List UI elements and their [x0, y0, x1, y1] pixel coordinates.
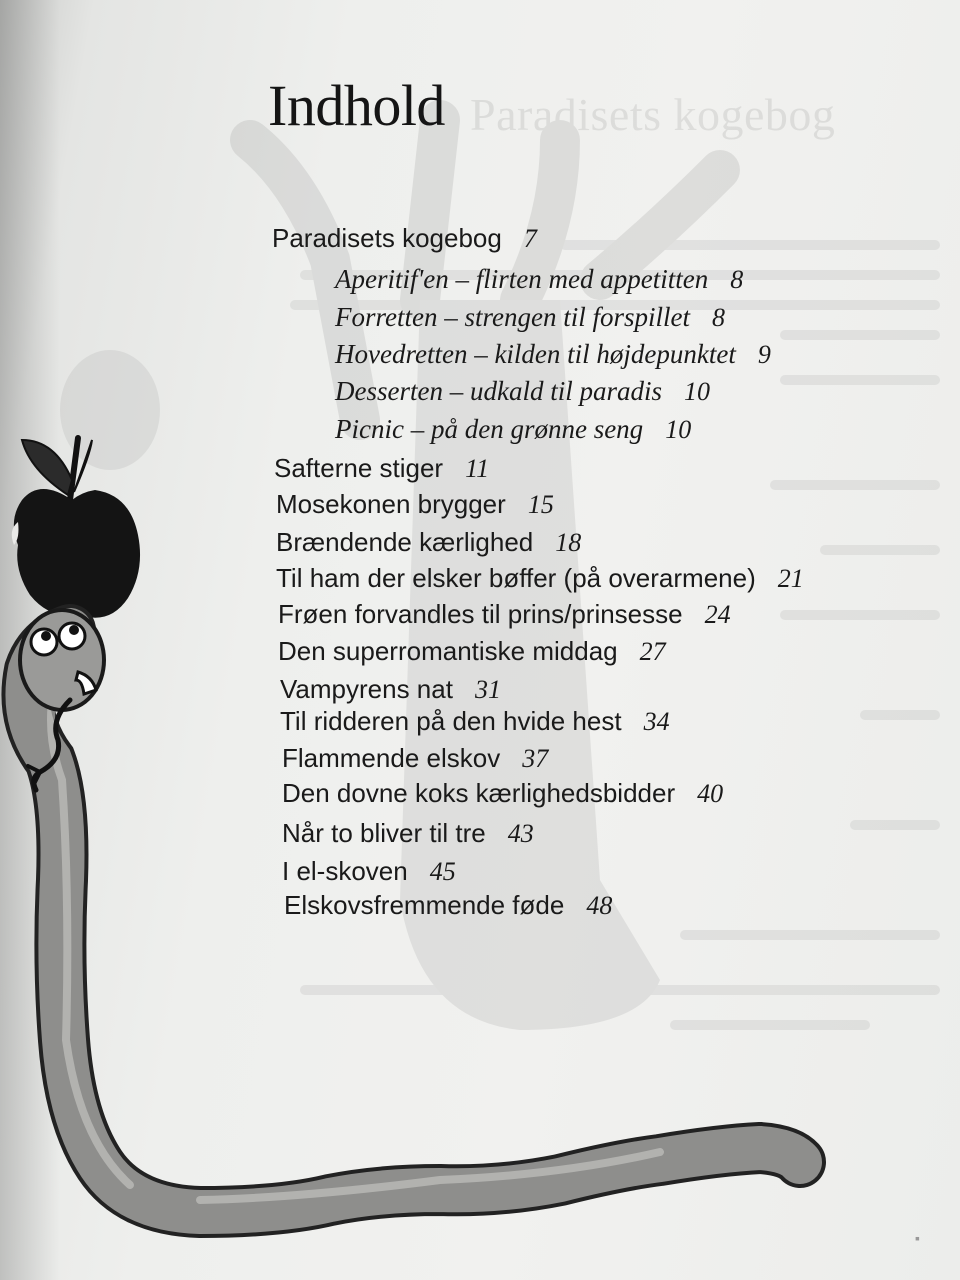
- toc-entry-label: Når to bliver til tre: [282, 818, 486, 848]
- toc-entry-label: Den superromantiske middag: [278, 636, 618, 666]
- toc-entry-page: 9: [757, 340, 771, 369]
- apple-icon: [12, 438, 140, 618]
- toc-entry-label: Forretten – strengen til forspillet: [335, 302, 690, 332]
- toc-entry-label: Aperitif'en – flirten med appetitten: [335, 264, 709, 294]
- toc-entry-page: 43: [507, 819, 534, 848]
- toc-entry-page: 45: [429, 857, 456, 886]
- toc-entry-page: 27: [639, 637, 666, 666]
- toc-entry-label: Brændende kærlighed: [276, 527, 534, 557]
- toc-entry-page: 8: [730, 265, 744, 294]
- toc-entry-label: Vampyrens nat: [280, 674, 453, 704]
- toc-entry-page: 34: [643, 707, 670, 736]
- toc-entry-page: 24: [704, 600, 731, 629]
- toc-entry-page: 40: [697, 779, 724, 808]
- toc-entry-label: Paradisets kogebog: [272, 223, 502, 253]
- toc-entry-label: I el-skoven: [282, 856, 408, 886]
- toc-entry-page: 37: [522, 744, 549, 773]
- bleed-through-title: Paradisets kogebog: [470, 89, 836, 140]
- toc-entry-page: 31: [474, 675, 501, 704]
- toc-entry-page: 15: [527, 490, 554, 519]
- toc-entry-page: 21: [777, 564, 804, 593]
- toc-entry-page: 8: [711, 303, 725, 332]
- toc-entry-label: Frøen forvandles til prins/prinsesse: [278, 599, 683, 629]
- toc-entry-label: Hovedretten – kilden til højdepunktet: [335, 339, 736, 369]
- toc-entry-label: Den dovne koks kærlighedsbidder: [282, 778, 676, 808]
- toc-entry-label: Flammende elskov: [282, 743, 501, 773]
- toc-entry-label: Mosekonen brygger: [276, 489, 506, 519]
- toc-entry-label: Safterne stiger: [274, 453, 444, 483]
- toc-entry-page: 10: [665, 415, 692, 444]
- toc-entry-label: Picnic – på den grønne seng: [335, 414, 644, 444]
- toc-entry-page: 18: [555, 528, 582, 557]
- toc-entry-page: 11: [465, 454, 490, 483]
- toc-entry-page: 10: [683, 377, 710, 406]
- toc-entry-label: Elskovsfremmende føde: [284, 890, 565, 920]
- page-folio-mark: ▪: [915, 1232, 920, 1247]
- toc-entry-label: Til ridderen på den hvide hest: [280, 706, 622, 736]
- toc-entry-label: Til ham der elsker bøffer (på overarmene): [276, 563, 756, 593]
- toc-entry-page: 48: [586, 891, 613, 920]
- page-title: Indhold: [268, 73, 445, 138]
- toc-entry-label: Desserten – udkald til paradis: [335, 376, 662, 406]
- toc-entry-page: 7: [523, 224, 537, 253]
